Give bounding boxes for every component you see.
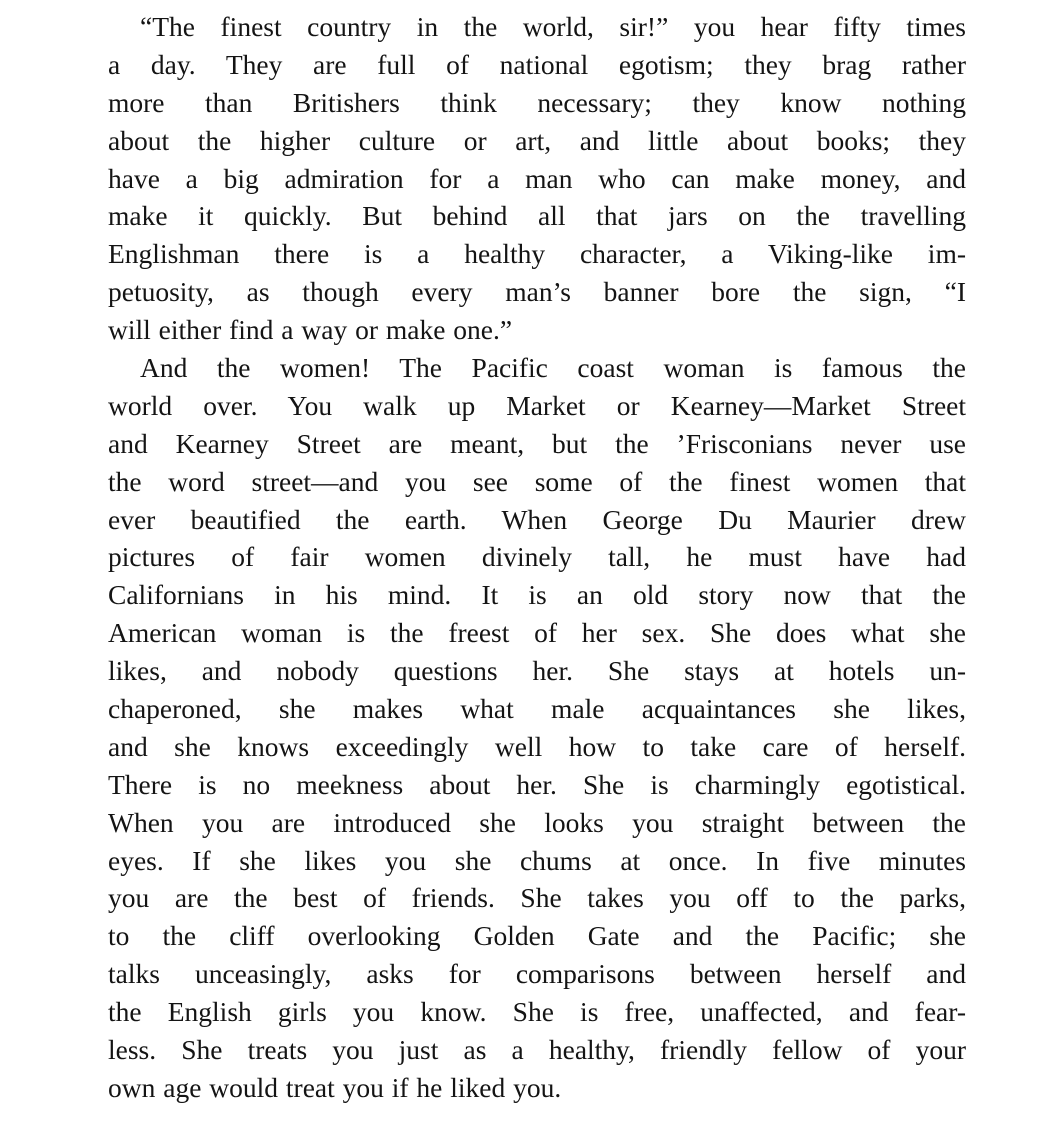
text-line: chaperoned, she makes what male acquaintances she likes, bbox=[108, 693, 966, 725]
text-line: “The finest country in the world, sir!” you hear fifty times bbox=[140, 11, 966, 42]
text-line: own age would treat you if he liked you. bbox=[108, 1071, 562, 1103]
text-line: When you are introduced she looks you straight between the bbox=[108, 806, 966, 838]
text-line: ever beautified the earth. When George Du Maurier drew bbox=[108, 503, 966, 535]
text-line: world over. You walk up Market or Kearney—Market Street bbox=[108, 389, 966, 421]
paragraph bbox=[108, 349, 966, 1107]
text-line: and Kearney Street are meant, but the ’Frisconians never use bbox=[108, 427, 966, 459]
text-line: Englishman there is a healthy character, a Viking-like im- bbox=[108, 238, 966, 270]
text-line: more than Britishers think necessary; they know nothing bbox=[108, 86, 966, 118]
text-line: and she knows exceedingly well how to take care of herself. bbox=[108, 730, 966, 762]
text-line: make it quickly. But behind all that jars on the travelling bbox=[108, 200, 966, 232]
text-line: eyes. If she likes you she chums at once. In five minutes bbox=[108, 844, 966, 876]
text-line: There is no meekness about her. She is charmingly egotistical. bbox=[108, 768, 966, 800]
text-line: the word street—and you see some of the finest women that bbox=[108, 465, 966, 497]
text-line: the English girls you know. She is free, unaffected, and fear- bbox=[108, 996, 966, 1028]
text-line: And the women! The Pacific coast woman is famous the bbox=[140, 352, 966, 384]
text-line: to the cliff overlooking Golden Gate and the Pacific; she bbox=[108, 920, 966, 952]
text-line: less. She treats you just as a healthy, friendly fellow of your bbox=[108, 1034, 966, 1066]
paragraph bbox=[108, 8, 966, 349]
text-line: you are the best of friends. She takes you off to the parks, bbox=[108, 882, 966, 914]
text-line: talks unceasingly, asks for comparisons between herself and bbox=[108, 958, 966, 990]
book-page bbox=[108, 8, 966, 1120]
text-line: a day. They are full of national egotism; they brag rather bbox=[108, 48, 966, 80]
text-line: about the higher culture or art, and little about books; they bbox=[108, 124, 966, 156]
text-line: American woman is the freest of her sex. She does what she bbox=[108, 617, 966, 649]
text-line: will either find a way or make one.” bbox=[108, 314, 513, 346]
text-line: petuosity, as though every man’s banner bore the sign, “I bbox=[108, 276, 966, 308]
text-line: have a big admiration for a man who can make money, and bbox=[108, 162, 966, 194]
text-line: Californians in his mind. It is an old story now that the bbox=[108, 579, 966, 611]
text-line: pictures of fair women divinely tall, he must have had bbox=[108, 541, 966, 573]
text-line: likes, and nobody questions her. She stays at hotels un- bbox=[108, 655, 966, 687]
